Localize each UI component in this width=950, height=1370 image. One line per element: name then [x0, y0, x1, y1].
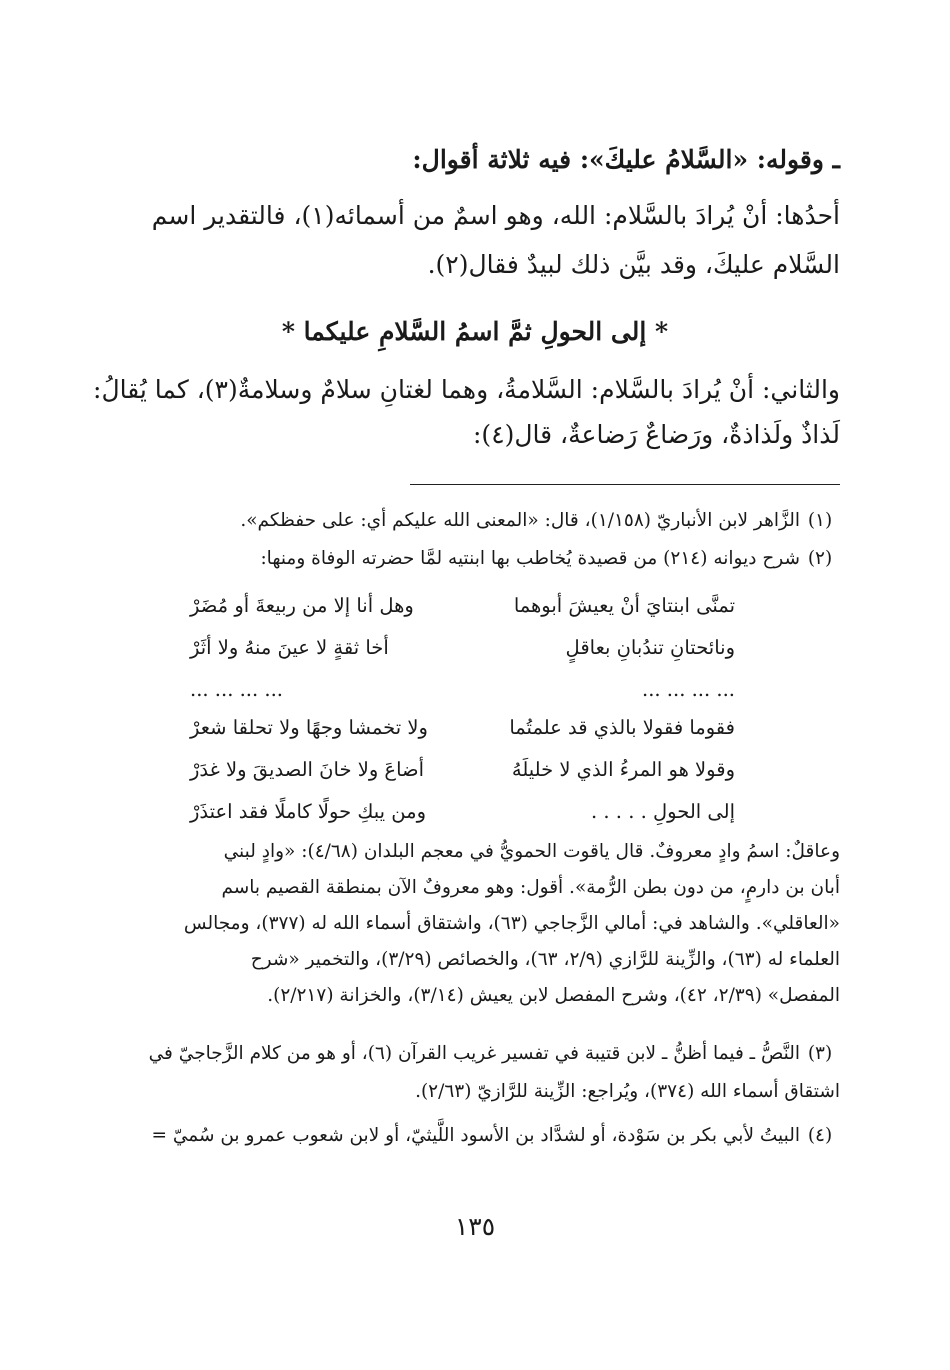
footnote-1-number: (١): [807, 510, 833, 531]
poem-line-2a: ونائحتانِ تندُبانِ بعاقلٍ: [565, 636, 735, 659]
main-line-2: أحدُها: أنْ يُرادَ بالسَّلام: الله، وهو اسمٌ من أسمائه(١)، فالتقدير اسم: [151, 201, 840, 230]
footnote-2-para-3: «العاقلي». والشاهد في: أمالي الزَّجاجي (٦٣)، واشتقاق أسماء الله له (٣٧٧)، ومجالس: [183, 913, 840, 934]
footnote-2-para-1: وعاقلٌ: اسمُ وادٍ معروفٌ. قال ياقوت الحمويُّ في معجم البلدان (٤/٦٨): «وادٍ لبني: [223, 841, 840, 862]
footnote-3-number: (٣): [807, 1043, 833, 1064]
footnote-4-text: البيتُ لأبي بكر بن سَوْدة، أو لشدَّاد بن الأسود اللَّيثيّ، أو لابن شعوب عمرو بن سُميّ =: [151, 1125, 800, 1146]
poem-line-3b: ... ... ... ...: [190, 678, 283, 701]
footnote-2-text: شرح ديوانه (٢١٤) من قصيدة يُخاطب بها ابنتيه لمَّا حضرته الوفاة ومنها:: [260, 548, 800, 569]
footnote-3-line-2: اشتقاق أسماء الله (٣٧٤)، ويُراجع: الزِّينة للرَّازيّ (٢/٦٣).: [415, 1081, 840, 1102]
poem-line-4a: فقوما فقولا بالذي قد علمتُما: [509, 716, 735, 739]
poem-line-6a: إلى الحولِ . . . . .: [591, 800, 735, 823]
footnote-3-text: النَّصُّ ـ فيما أظنُّ ـ لابن قتيبة في تفسير غريب القرآن (٦)، أو هو من كلام الزَّجاجيّ في: [148, 1043, 800, 1064]
footnote-1: [110, 505, 840, 537]
main-line-6: لَذاذٌ ولَذاذةٌ، ورَضاعٌ رَضاعةٌ، قال(٤):: [473, 420, 840, 449]
main-verse: * إلى الحولِ ثمَّ اسمُ السَّلامِ عليكما *: [281, 317, 669, 346]
footnote-2-para-4: العلماء له (٦٣)، والزِّينة للرَّازي (٢/٩، ٦٣)، والخصائص (٣/٢٩)، والتخمير «شرح: [250, 949, 840, 970]
footnote-2-number: (٢): [807, 548, 833, 569]
footnote-2-para-5: المفصل» (٢/٣٩، ٤٢)، وشرح المفصل لابن يعيش (٣/١٤)، والخزانة (٢/٢١٧).: [267, 985, 840, 1006]
poem-line-4b: ولا تخمشا وجهًا ولا تحلقا شعرْ: [190, 716, 428, 739]
poem-line-1a: تمنَّى ابنتايَ أنْ يعيشَ أبوهما: [513, 594, 735, 617]
footnote-4: [110, 1120, 840, 1152]
poem-line-1b: وهل أنا إلا من ربيعةَ أو مُضَرْ: [190, 594, 414, 617]
footnote-2-para-2: أبان بن دارمٍ، من دون بطن الرُّمة». أقول: وهو معروفٌ الآن بمنطقة القصيم باسم: [221, 877, 840, 898]
main-line-3: السَّلام عليكَ، وقد بيَّن ذلك لبيدٌ فقال(٢).: [427, 250, 840, 279]
footnote-1-text: الزَّاهر لابن الأنباريّ (١/١٥٨)، قال: «المعنى الله عليكم أي: على حفظكم».: [240, 510, 800, 531]
main-line-5: والثاني: أنْ يُرادَ بالسَّلام: السَّلامةُ، وهما لغتانِ سلامٌ وسلامةٌ(٣)، كما يُقالُ:: [93, 375, 840, 404]
footnote-4-number: (٤): [807, 1125, 833, 1146]
poem-line-3a: ... ... ... ...: [642, 678, 735, 701]
footnote-2: [110, 543, 840, 575]
page-number: ١٣٥: [454, 1212, 496, 1241]
poem-line-5a: وقولا هو المرءُ الذي لا خليلَهُ: [511, 758, 735, 781]
footnote-separator: [410, 484, 840, 485]
poem-line-2b: أخا ثقةٍ لا عينَ منهُ ولا أثَرْ: [190, 636, 389, 659]
main-line-1: ـ وقوله: «السَّلامُ عليكَ»: فيه ثلاثة أقوال:: [412, 145, 840, 174]
poem-line-6b: ومن يبكِ حولًا كاملًا فقد اعتذَرْ: [190, 800, 427, 823]
poem-line-5b: أضاعَ ولا خانَ الصديقَ ولا غدَرْ: [190, 758, 424, 781]
footnote-3: [110, 1038, 840, 1070]
